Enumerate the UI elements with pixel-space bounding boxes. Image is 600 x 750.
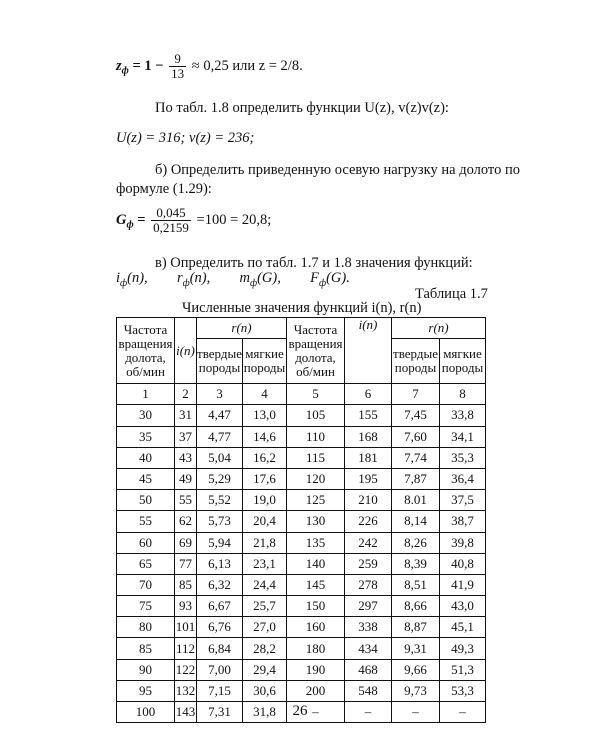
- func-m-sub: ф: [249, 277, 258, 289]
- table-cell: –: [345, 702, 392, 723]
- table-cell: 210: [345, 490, 392, 511]
- table-cell: 7,45: [392, 405, 440, 426]
- table-cell: 35,3: [440, 447, 486, 468]
- table-cell: 70: [117, 574, 175, 595]
- table-cell: 548: [345, 680, 392, 701]
- table-cell: 120: [287, 468, 345, 489]
- table-cell: 4,77: [197, 426, 243, 447]
- func-i-arg: (n),: [127, 270, 148, 286]
- table-cell: 5,73: [197, 511, 243, 532]
- col-num: 8: [440, 384, 486, 405]
- table-cell: 8,87: [392, 617, 440, 638]
- paragraph-2-line-1: б) Определить приведенную осевую нагрузку на долото по: [155, 162, 520, 178]
- table-cell: 4,47: [197, 405, 243, 426]
- table-cell: 40: [117, 447, 175, 468]
- equation-uv: U(z) = 316; v(z) = 236;: [116, 130, 255, 146]
- col-num: 1: [117, 384, 175, 405]
- column-numbers-row: [117, 384, 486, 405]
- table-cell: 338: [345, 617, 392, 638]
- paragraph-1: По табл. 1.8 определить функции U(z), v(z)v(z):: [155, 100, 449, 116]
- table-cell: 13,0: [243, 405, 287, 426]
- table-cell: 30: [117, 405, 175, 426]
- table-cell: –: [287, 702, 345, 723]
- table-cell: 19,0: [243, 490, 287, 511]
- table-cell: –: [440, 702, 486, 723]
- table-cell: 434: [345, 638, 392, 659]
- table-cell: 200: [287, 680, 345, 701]
- table-row: [117, 596, 486, 617]
- func-f-arg: (G).: [326, 270, 350, 286]
- table-cell: 110: [287, 426, 345, 447]
- table-row: [117, 468, 486, 489]
- table-cell: 53,3: [440, 680, 486, 701]
- header-frequency-1: Частота вращения долота, об/мин: [117, 318, 175, 384]
- table-title: Численные значения функций i(n), r(n): [182, 300, 422, 316]
- table-cell: 36,4: [440, 468, 486, 489]
- table-cell: 297: [345, 596, 392, 617]
- header-in-2: i(n): [345, 318, 392, 384]
- table-cell: 51,3: [440, 659, 486, 680]
- header-rn-2: r(n): [392, 318, 486, 339]
- table-cell: 8,39: [392, 553, 440, 574]
- table-cell: 23,1: [243, 553, 287, 574]
- table-cell: 50: [117, 490, 175, 511]
- func-m: m: [239, 270, 250, 286]
- table-cell: 5,94: [197, 532, 243, 553]
- table-row: [117, 574, 486, 595]
- eq-z-rest: ≈ 0,25 или z = 2/8.: [191, 57, 303, 74]
- table-cell: 29,4: [243, 659, 287, 680]
- table-cell: 259: [345, 553, 392, 574]
- table-cell: 5,29: [197, 468, 243, 489]
- table-cell: 30,6: [243, 680, 287, 701]
- col-num: 6: [345, 384, 392, 405]
- table-cell: 95: [117, 680, 175, 701]
- page-number: 26: [292, 703, 308, 719]
- header-hard-1: твердые породы: [197, 339, 243, 384]
- eq-g-den: 0,2159: [153, 220, 189, 235]
- table-cell: 40,8: [440, 553, 486, 574]
- eq-z-lhs: z: [116, 57, 122, 74]
- table-cell: 125: [287, 490, 345, 511]
- table-cell: 90: [117, 659, 175, 680]
- func-f: F: [310, 270, 319, 286]
- table-cell: 39,8: [440, 532, 486, 553]
- table-cell: 24,4: [243, 574, 287, 595]
- table-cell: 190: [287, 659, 345, 680]
- func-r-arg: (n),: [189, 270, 211, 286]
- table-cell: 7,74: [392, 447, 440, 468]
- header-hard-2: твердые породы: [392, 339, 440, 384]
- table-row: [117, 511, 486, 532]
- col-num: 3: [197, 384, 243, 405]
- table-row: [117, 617, 486, 638]
- table-cell: 226: [345, 511, 392, 532]
- table-cell: 105: [287, 405, 345, 426]
- table-cell: 55: [117, 511, 175, 532]
- table-cell: 62: [175, 511, 197, 532]
- table-row: [117, 659, 486, 680]
- table-cell: 41,9: [440, 574, 486, 595]
- table-cell: 45: [117, 468, 175, 489]
- table-cell: 8,14: [392, 511, 440, 532]
- table-cell: 278: [345, 574, 392, 595]
- table-cell: 100: [117, 702, 175, 723]
- eq-g-lhs: G: [116, 211, 127, 228]
- table-cell: 37: [175, 426, 197, 447]
- table-cell: 6,76: [197, 617, 243, 638]
- table-cell: 55: [175, 490, 197, 511]
- func-f-sub: ф: [318, 277, 327, 289]
- col-num: 2: [175, 384, 197, 405]
- table-cell: 195: [345, 468, 392, 489]
- col-num: 4: [243, 384, 287, 405]
- table-cell: 5,04: [197, 447, 243, 468]
- func-r-sub: ф: [182, 277, 190, 289]
- table-cell: 7,87: [392, 468, 440, 489]
- table-cell: 8,51: [392, 574, 440, 595]
- eq-z-eq: = 1 −: [132, 57, 164, 74]
- header-in-1: i(n): [175, 318, 197, 384]
- equation-g: [116, 206, 271, 235]
- table-cell: 468: [345, 659, 392, 680]
- table-cell: 9,73: [392, 680, 440, 701]
- table-cell: 140: [287, 553, 345, 574]
- col-num: 5: [287, 384, 345, 405]
- paragraph-2-line-2: формуле (1.29):: [116, 181, 212, 197]
- table-cell: 45,1: [440, 617, 486, 638]
- table-cell: 7,31: [197, 702, 243, 723]
- table-cell: 155: [345, 405, 392, 426]
- table-cell: 6,13: [197, 553, 243, 574]
- table-cell: 31: [175, 405, 197, 426]
- table-cell: 31,8: [243, 702, 287, 723]
- table-cell: 8,26: [392, 532, 440, 553]
- table-cell: 21,8: [243, 532, 287, 553]
- table-cell: 49: [175, 468, 197, 489]
- table-row: [117, 638, 486, 659]
- functions-list: [116, 269, 350, 293]
- table-cell: 65: [117, 553, 175, 574]
- table-cell: 9,66: [392, 659, 440, 680]
- eq-z-num: 9: [169, 52, 186, 67]
- eq-z-fraction: [169, 52, 186, 81]
- table-cell: 7,15: [197, 680, 243, 701]
- eq-g-num: 0,045: [151, 206, 191, 221]
- table-cell: 6,84: [197, 638, 243, 659]
- table-cell: –: [392, 702, 440, 723]
- table-cell: 43: [175, 447, 197, 468]
- eq-g-eq: =: [137, 211, 146, 228]
- table-cell: 25,7: [243, 596, 287, 617]
- table-cell: 28,2: [243, 638, 287, 659]
- table-cell: 60: [117, 532, 175, 553]
- table-cell: 135: [287, 532, 345, 553]
- eq-z-den: 13: [171, 66, 185, 81]
- eq-g-fraction: [151, 206, 191, 235]
- table-cell: 6,67: [197, 596, 243, 617]
- func-m-arg: (G),: [257, 270, 281, 286]
- table-cell: 34,1: [440, 426, 486, 447]
- table-cell: 242: [345, 532, 392, 553]
- table-row: [117, 426, 486, 447]
- table-cell: 112: [175, 638, 197, 659]
- table-cell: 17,6: [243, 468, 287, 489]
- table-row: [117, 680, 486, 701]
- table-cell: 180: [287, 638, 345, 659]
- table-cell: 5,52: [197, 490, 243, 511]
- table-cell: 101: [175, 617, 197, 638]
- table-cell: 93: [175, 596, 197, 617]
- func-i: i: [116, 270, 121, 286]
- eq-g-sub: ф: [126, 219, 134, 231]
- table-cell: 132: [175, 680, 197, 701]
- eq-z-sub: ф: [121, 65, 129, 77]
- table-cell: 181: [345, 447, 392, 468]
- table-cell: 150: [287, 596, 345, 617]
- table-cell: 69: [175, 532, 197, 553]
- table-cell: 85: [117, 638, 175, 659]
- table-cell: 75: [117, 596, 175, 617]
- table-cell: 7,00: [197, 659, 243, 680]
- table-cell: 37,5: [440, 490, 486, 511]
- header-rn-1: r(n): [197, 318, 287, 339]
- paragraph-3: в) Определить по табл. 1.7 и 1.8 значения функций:: [155, 255, 473, 271]
- table-cell: 35: [117, 426, 175, 447]
- table-row: [117, 405, 486, 426]
- func-i-sub: ф: [120, 277, 128, 289]
- table-cell: 33,8: [440, 405, 486, 426]
- table-cell: 20,4: [243, 511, 287, 532]
- table-cell: 77: [175, 553, 197, 574]
- table-label: Таблица 1.7: [415, 286, 488, 302]
- col-num: 7: [392, 384, 440, 405]
- values-table: [116, 317, 486, 723]
- table-cell: 143: [175, 702, 197, 723]
- header-soft-1: мягкие породы: [243, 339, 287, 384]
- table-cell: 85: [175, 574, 197, 595]
- func-r: r: [176, 270, 183, 286]
- table-cell: 80: [117, 617, 175, 638]
- table-row: [117, 447, 486, 468]
- table-row: [117, 553, 486, 574]
- table-cell: 38,7: [440, 511, 486, 532]
- table-cell: 8,66: [392, 596, 440, 617]
- table-cell: 130: [287, 511, 345, 532]
- table-cell: 9,31: [392, 638, 440, 659]
- table-cell: 49,3: [440, 638, 486, 659]
- table-cell: 168: [345, 426, 392, 447]
- header-frequency-2: Частота вращения долота, об/мин: [287, 318, 345, 384]
- equation-z: [116, 52, 303, 81]
- table-cell: 160: [287, 617, 345, 638]
- table-cell: 8.01: [392, 490, 440, 511]
- eq-g-rest: =100 = 20,8;: [196, 211, 272, 228]
- table-cell: 115: [287, 447, 345, 468]
- table-cell: 16,2: [243, 447, 287, 468]
- table-cell: 7,60: [392, 426, 440, 447]
- table-cell: 122: [175, 659, 197, 680]
- table-cell: 145: [287, 574, 345, 595]
- table-row: [117, 532, 486, 553]
- header-soft-2: мягкие породы: [440, 339, 486, 384]
- table-row: [117, 490, 486, 511]
- table-cell: 27,0: [243, 617, 287, 638]
- table-cell: 43,0: [440, 596, 486, 617]
- table-cell: 6,32: [197, 574, 243, 595]
- table-cell: 14,6: [243, 426, 287, 447]
